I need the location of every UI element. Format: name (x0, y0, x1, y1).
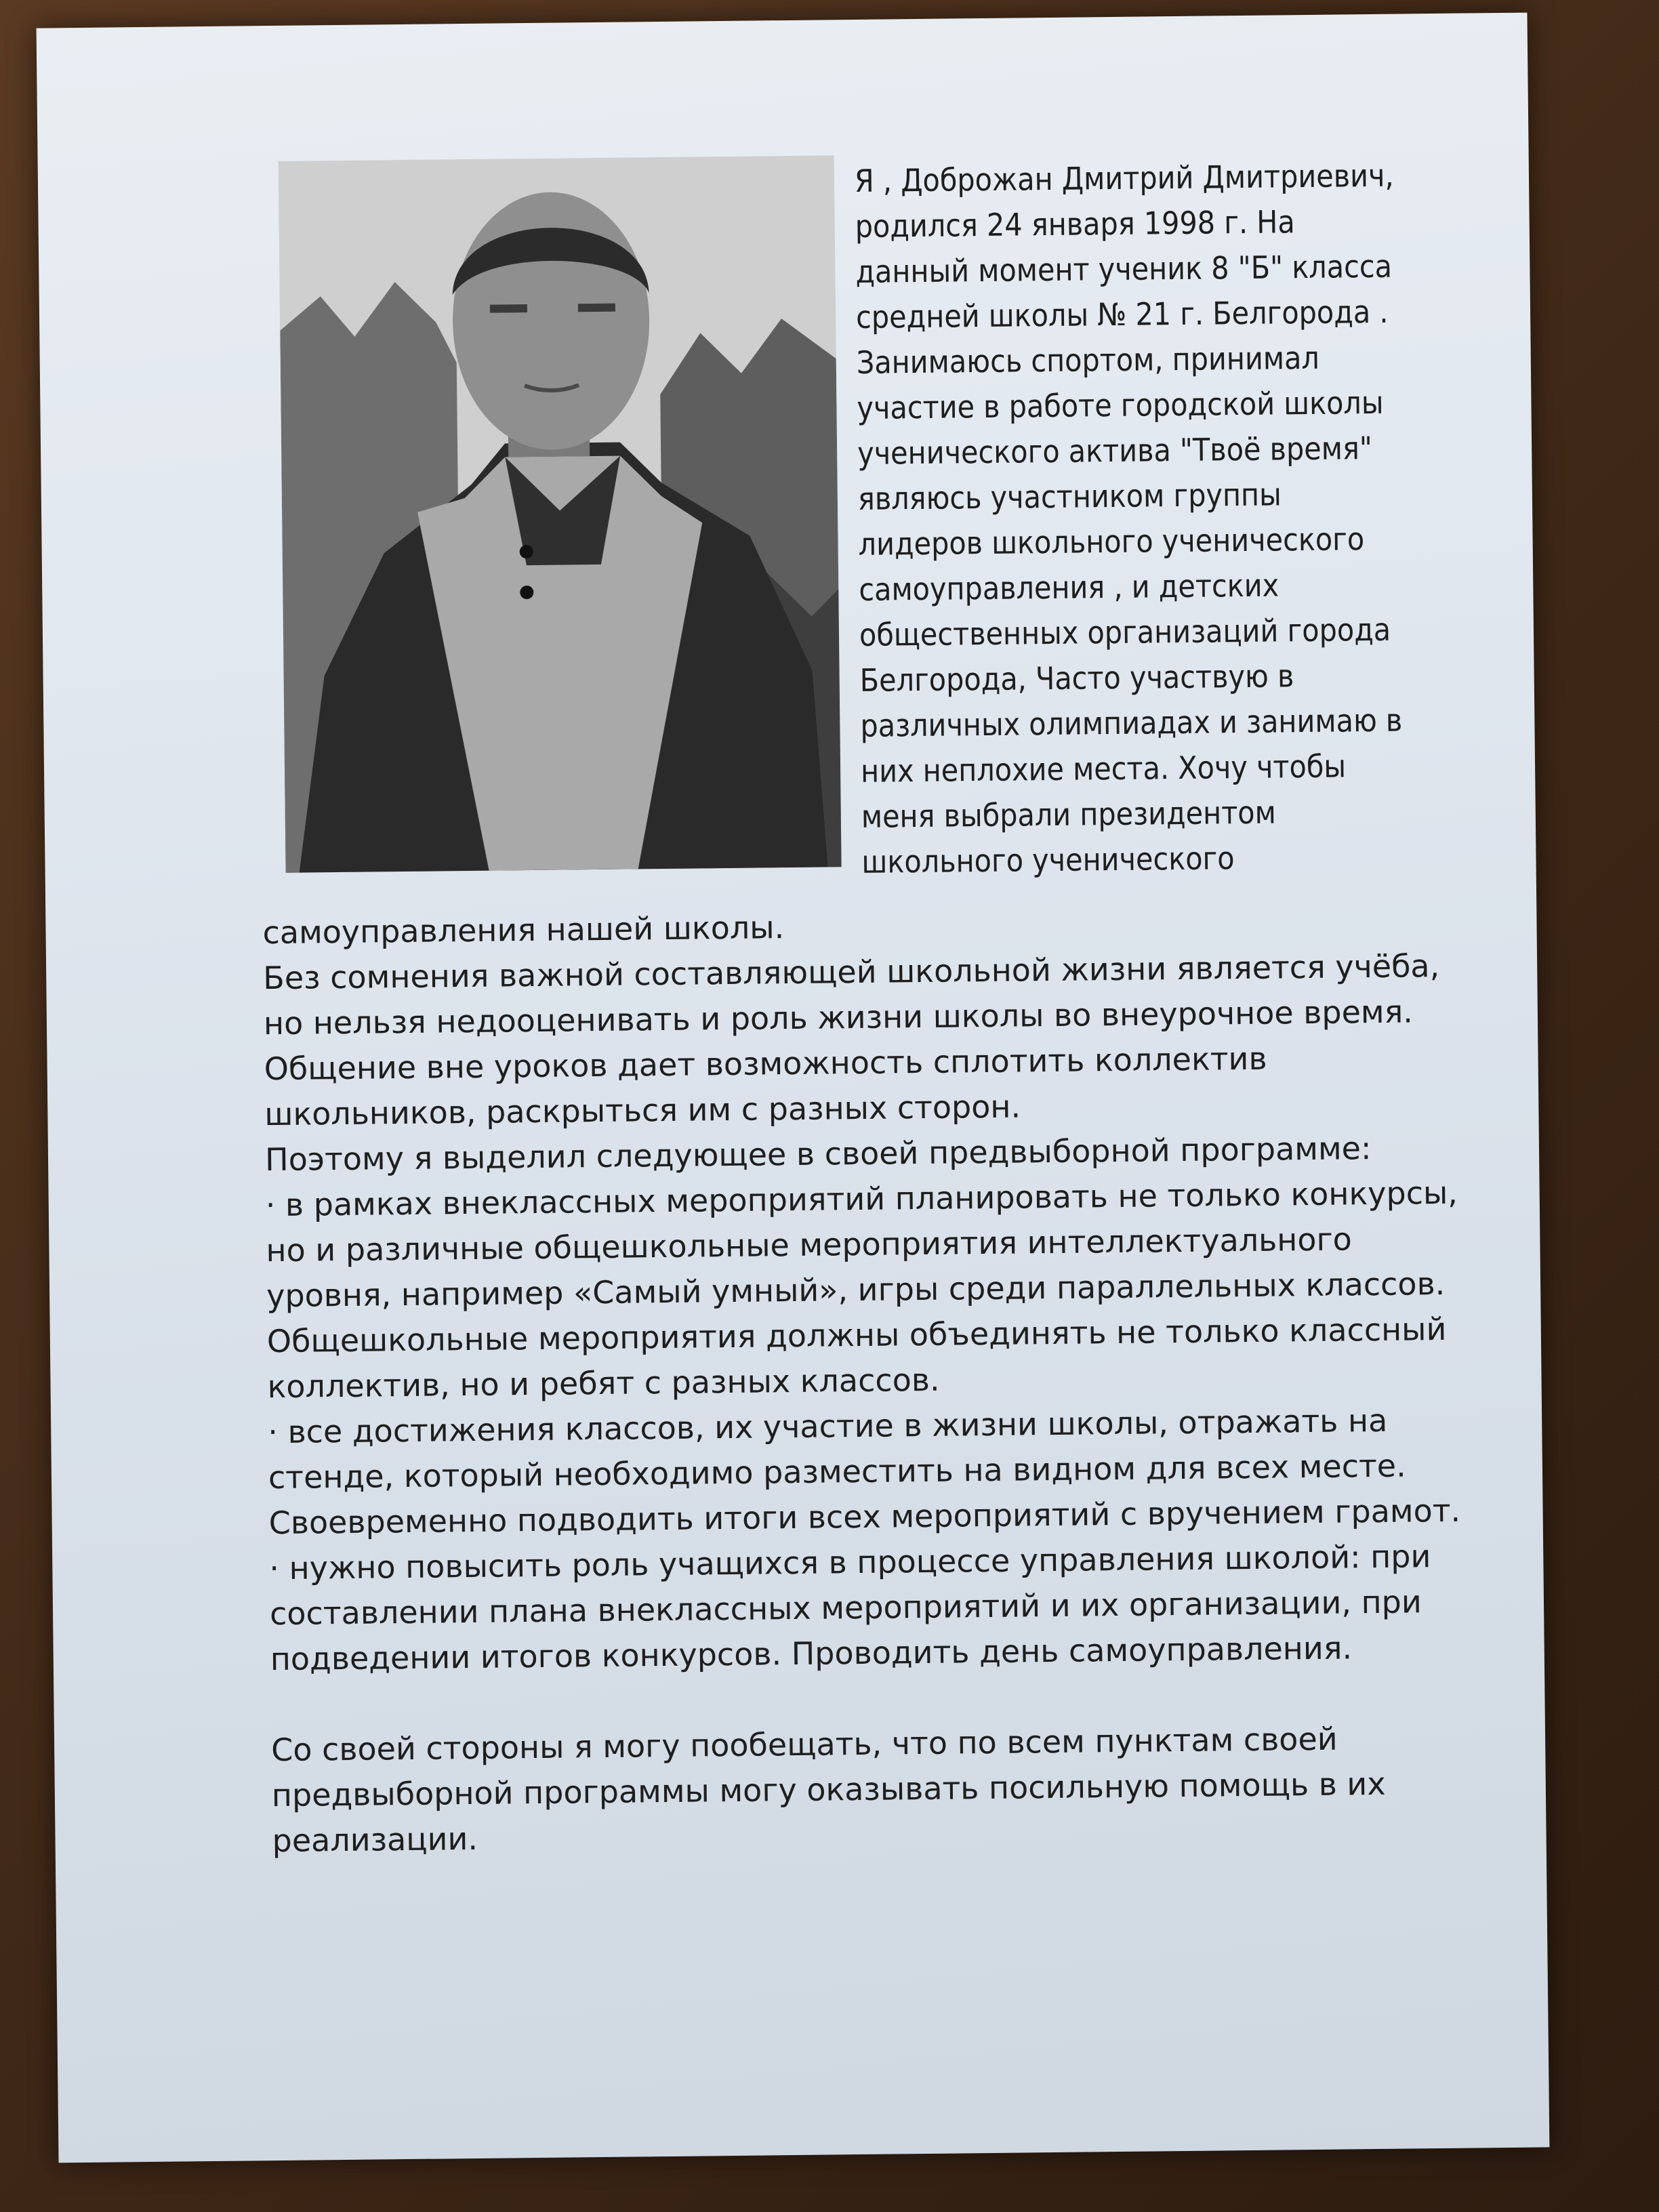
body-line: · в рамках внеклассных мероприятий планировать не только конкурсы, (265, 1174, 1458, 1224)
bio-line: меня выбрали президентом (861, 794, 1277, 835)
body-line: Общешкольные мероприятия должны объединять не только классный (266, 1310, 1447, 1360)
bio-line: школьного ученического (861, 840, 1235, 880)
body-line: стенде, который необходимо разместить на видном для всех месте. (268, 1447, 1406, 1496)
portrait-photo (279, 155, 842, 873)
closing-line: Со своей стороны я могу пообещать, что по всем пунктам своей (270, 1720, 1338, 1769)
bio-line: ученического актива "Твоё время" (857, 429, 1373, 472)
bio-line: являюсь участником группы (857, 476, 1282, 517)
body-line: но и различные общешкольные мероприятия интеллектуального (266, 1221, 1353, 1269)
body-line: Поэтому я выделил следующее в своей предвыборной программе: (264, 1130, 1372, 1179)
body-line: составлении плана внеклассных мероприятий и их организации, при (269, 1583, 1422, 1633)
body-line: но нельзя недооценивать и роль жизни школы во внеурочное время. (263, 993, 1414, 1042)
body-line: самоуправления нашей школы. (262, 909, 785, 951)
bio-line: Я , Доброжан Дмитрий Дмитриевич, (854, 157, 1394, 199)
body-line: коллектив, но и ребят с разных классов. (267, 1361, 940, 1406)
bio-line: них неплохие места. Хочу чтобы (860, 747, 1347, 790)
bio-line: родился 24 января 1998 г. На (855, 203, 1296, 245)
bio-line: общественных организаций города (859, 611, 1391, 653)
paper-sheet (37, 13, 1550, 2163)
body-line: · все достижения классов, их участие в жизни школы, отражать на (267, 1401, 1388, 1451)
portrait-illustration (279, 155, 842, 873)
bio-text (855, 152, 1472, 885)
body-line: школьников, раскрыться им с разных сторон. (264, 1088, 1021, 1133)
bio-line: Занимаюсь спортом, принимал (856, 339, 1320, 381)
bio-line: данный момент ученик 8 "Б" класса (855, 247, 1393, 290)
closing-line: реализации. (272, 1820, 478, 1860)
main-text (262, 897, 1492, 1864)
body-line: Без сомнения важной составляющей школьной жизни является учёба, (262, 947, 1440, 997)
bio-line: средней школы № 21 г. Белгорода . (855, 293, 1389, 335)
body-line: подведении итогов конкурсов. Проводить день самоуправления. (270, 1629, 1353, 1678)
closing-line: предвыборной программы могу оказывать посильную помощь в их (271, 1765, 1386, 1814)
bio-line: участие в работе городской школы (857, 384, 1384, 426)
bio-line: Белгорода, Часто участвую в (859, 657, 1294, 699)
body-line: Своевременно подводить итоги всех мероприятий с вручением грамот. (268, 1492, 1461, 1542)
bio-line: самоуправления , и детских (859, 567, 1279, 608)
bio-line: лидеров школьного ученического (858, 520, 1365, 562)
body-line: Общение вне уроков дает возможность сплотить коллектив (264, 1040, 1267, 1088)
bio-line: различных олимпиадах и занимаю в (860, 701, 1403, 744)
body-line: · нужно повысить роль учащихся в процессе управления школой: при (269, 1538, 1431, 1587)
body-line: уровня, например «Самый умный», игры среди параллельных классов. (266, 1265, 1446, 1315)
